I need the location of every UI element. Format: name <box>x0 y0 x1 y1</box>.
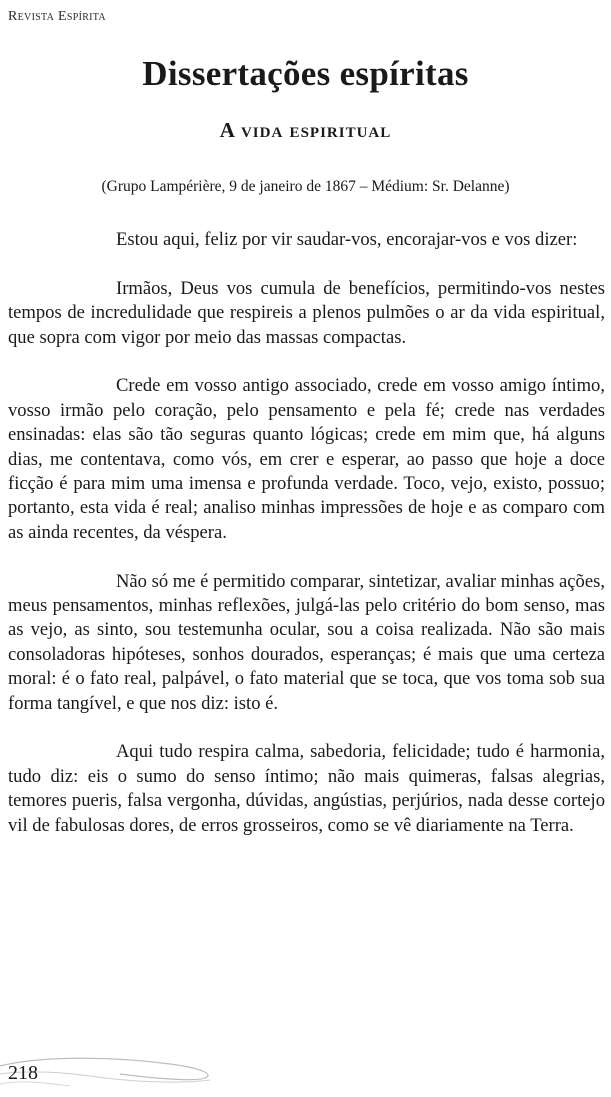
paragraph: Não só me é permitido comparar, sintetizar, avaliar minhas ações, meus pensamentos, minhas reflexões, julgá-las pelo critério do bom senso, mas as vejo, as sinto, sou testemunha ocular, sou a coisa realizada. Não são mais consoladoras hipóteses, sonhos dourados, esperanças; é mais que uma certeza moral: é o fato real, palpável, o fato material que se toca, que vos toma sob sua forma tangível, e que nos diz: isto é. <box>8 570 605 714</box>
article-subtitle: A vida espiritual <box>219 118 392 142</box>
article-body <box>8 228 605 862</box>
paragraph: Aqui tudo respira calma, sabedoria, felicidade; tudo é harmonia, tudo diz: eis o sumo do senso íntimo; não mais quimeras, falsas alegrias, temores pueris, falsa vergonha, dúvidas, angústias, perjúrios, nada desse cortejo vil de fabulosas dores, de erros grosseiros, como se vê diariamente na Terra. <box>8 741 605 836</box>
page-number: 218 <box>8 1062 38 1084</box>
paragraph: Estou aqui, feliz por vir saudar-vos, encorajar-vos e vos dizer: <box>116 229 578 250</box>
running-header: Revista Espírita <box>8 9 106 24</box>
paragraph: Crede em vosso antigo associado, crede em vosso amigo íntimo, vosso irmão pelo coração, pelo pensamento e pela fé; crede nas verdades ensinadas: elas são tão seguras quanto lógicas; crede em mim que, há alguns dias, me contentava, como vós, em crer e esperar, ao passo que hoje a doce ficção é para mim uma imensa e profunda verdade. Toco, vejo, existo, possuo; portanto, esta vida é real; analiso minhas impressões de hoje e as comparo com as ainda recentes, da véspera. <box>8 375 605 543</box>
section-title: Dissertações espíritas <box>142 54 469 93</box>
article-source: (Grupo Lampérière, 9 de janeiro de 1867 – Médium: Sr. Delanne) <box>101 178 510 195</box>
paragraph: Irmãos, Deus vos cumula de benefícios, permitindo-vos nestes tempos de incredulidade que respireis a plenos pulmões o ar da vida espiritual, que sopra com vigor por meio das massas compactas. <box>8 277 605 348</box>
